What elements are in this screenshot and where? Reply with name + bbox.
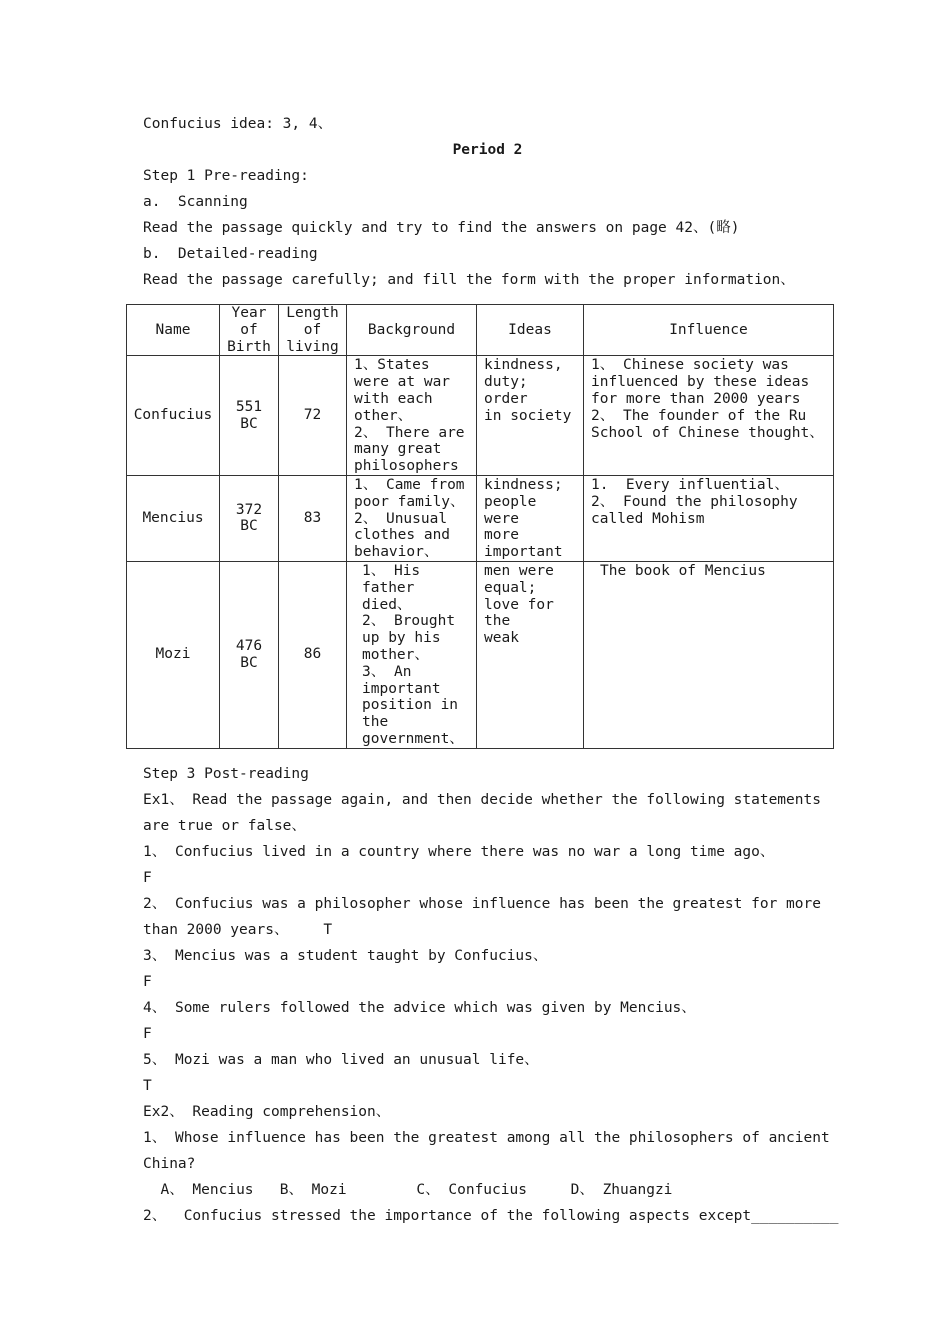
answer-3: F	[143, 974, 152, 990]
statement-3: 3、 Mencius was a student taught by Confucius、	[143, 948, 548, 964]
step3-heading: Step 3 Post-reading	[143, 766, 309, 782]
statement-1: 1、 Confucius lived in a country where there was no war a long time ago、	[143, 844, 775, 860]
scanning-instruction: Read the passage quickly and try to find the answers on page 42、(略)	[143, 220, 740, 236]
period-title: Period 2	[452, 142, 523, 158]
answer-5: T	[143, 1078, 152, 1094]
detailed-reading-instruction: Read the passage carefully; and fill the form with the proper information、	[143, 272, 795, 288]
table-row	[127, 561, 834, 748]
cell-year: 476 BC	[220, 561, 279, 748]
cell-name: Mencius	[127, 475, 220, 561]
statement-2-line1: 2、 Confucius was a philosopher whose influence has been the greatest for more	[143, 896, 821, 912]
table-row	[127, 475, 834, 561]
cell-influence: 1. Every influential、 2、 Found the philosophy called Mohism	[584, 475, 834, 561]
cell-ideas: men were equal; love for the weak	[477, 561, 584, 748]
cell-length: 86	[279, 561, 347, 748]
statement-4: 4、 Some rulers followed the advice which was given by Mencius、	[143, 1000, 696, 1016]
cell-year: 372 BC	[220, 475, 279, 561]
cell-length: 72	[279, 356, 347, 476]
cell-background: 1、States were at war with each other、 2、 There are many great philosophers	[347, 356, 477, 476]
scanning-heading: a. Scanning	[143, 194, 248, 210]
header-influence: Influence	[584, 305, 834, 356]
table-header-row	[127, 305, 834, 356]
cell-year: 551 BC	[220, 356, 279, 476]
ex1-instruction-line1: Ex1、 Read the passage again, and then decide whether the following statements	[143, 792, 821, 808]
step1-heading: Step 1 Pre-reading:	[143, 168, 309, 184]
answer-1: F	[143, 870, 152, 886]
cell-background: 1、 Came from poor family、 2、 Unusual clothes and behavior、	[347, 475, 477, 561]
statement-2-line2: than 2000 years、 T	[143, 922, 333, 938]
statement-5: 5、 Mozi was a man who lived an unusual life、	[143, 1052, 539, 1068]
question-1-options: A、 Mencius B、 Mozi C、 Confucius D、 Zhuangzi	[143, 1182, 673, 1198]
cell-influence: 1、 Chinese society was influenced by these ideas for more than 2000 years 2、 The founder of the Ru School of Chinese thought、	[584, 356, 834, 476]
cell-length: 83	[279, 475, 347, 561]
header-ideas: Ideas	[477, 305, 584, 356]
cell-influence: The book of Mencius	[584, 561, 834, 748]
answer-4: F	[143, 1026, 152, 1042]
question-1-line2: China?	[143, 1156, 196, 1172]
philosophers-table	[126, 304, 834, 749]
question-1-line1: 1、 Whose influence has been the greatest among all the philosophers of ancient	[143, 1130, 830, 1146]
header-length-of-living: Length of living	[279, 305, 347, 356]
question-2: 2、 Confucius stressed the importance of the following aspects except__________	[143, 1208, 839, 1224]
header-name: Name	[127, 305, 220, 356]
cell-name: Confucius	[127, 356, 220, 476]
header-year-of-birth: Year of Birth	[220, 305, 279, 356]
cell-ideas: kindness, duty; order in society	[477, 356, 584, 476]
cell-name: Mozi	[127, 561, 220, 748]
intro-line: Confucius idea: 3, 4、	[143, 116, 333, 132]
detailed-reading-heading: b. Detailed-reading	[143, 246, 318, 262]
cell-background: 1、 His father died、 2、 Brought up by his mother、 3、 An important position in the government、	[347, 561, 477, 748]
cell-ideas: kindness; people were more important	[477, 475, 584, 561]
header-background: Background	[347, 305, 477, 356]
table-row	[127, 356, 834, 476]
ex2-heading: Ex2、 Reading comprehension、	[143, 1104, 391, 1120]
ex1-instruction-line2: are true or false、	[143, 818, 306, 834]
